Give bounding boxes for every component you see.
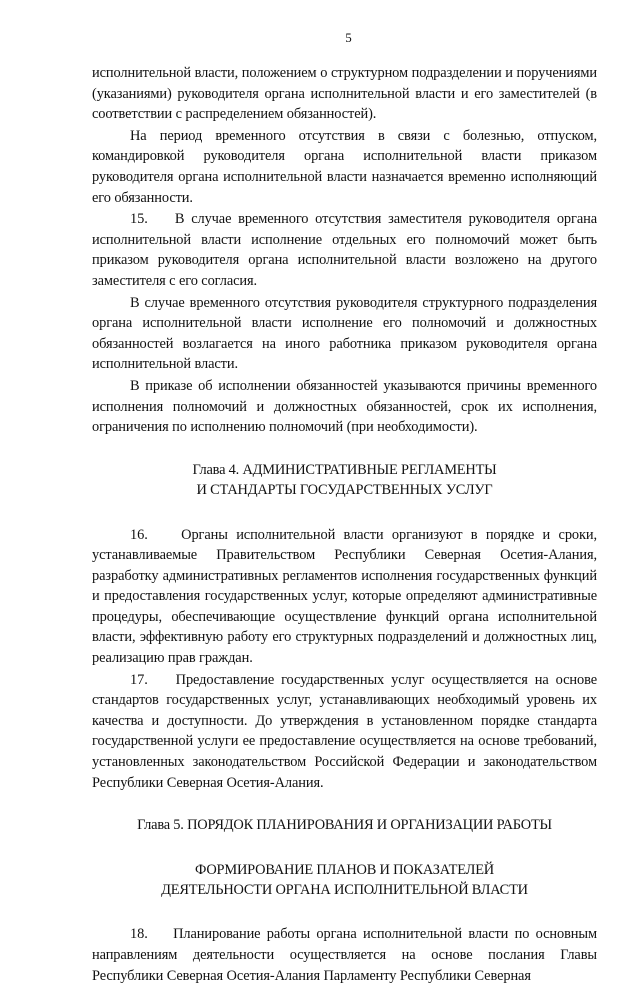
paragraph-16: 16. Органы исполнительной власти организуют в порядке и сроки, устанавливаемые Правительством Республики Северная Осетия-Алания, разработку административных регламентов исполнения государственных функций и предоставления государственных услуг, которые определяют административные процедуры, обеспечивающие осуществление функций органа исполнительной власти, эффективную работу его структурных подразделений и должностных лиц, реализацию прав граждан.: [92, 526, 597, 667]
chapter-5-heading: [92, 815, 597, 835]
chapter-4-heading-line-2: И СТАНДАРТЫ ГОСУДАРСТВЕННЫХ УСЛУГ: [196, 482, 493, 499]
chapter-4-heading: [92, 460, 597, 501]
chapter-5-heading-line-1: Глава 5. ПОРЯДОК ПЛАНИРОВАНИЯ И ОРГАНИЗАЦИИ РАБОТЫ: [137, 817, 552, 834]
paragraph-15: 15. В случае временного отсутствия заместителя руководителя органа исполнительной власти исполнение отдельных его полномочий может быть приказом руководителя органа исполнительной власти возложено на другого заместителя с его согласия.: [92, 211, 597, 289]
chapter-4-text-block: [92, 525, 597, 794]
paragraph-18: 18. Планирование работы органа исполнительной власти по основным направлениям деятельности осуществляется на основе послания Главы Республики Северная Осетия-Алания Парламенту Республики Северная: [92, 926, 597, 984]
chapter-5-text-block: [92, 924, 597, 986]
section-heading: [92, 860, 597, 901]
paragraph-order: В приказе об исполнении обязанностей указываются причины временного исполнения полномочий и должностных обязанностей, срок их исполнения, ограничения по исполнению полномочий (при необходимости).: [92, 377, 597, 436]
paragraph-acting-head: На период временного отсутствия в связи с болезнью, отпуском, командировкой руководителя органа исполнительной власти приказом руководителя органа исполнительной власти назначается временно исполняющий его обязанности.: [92, 127, 597, 206]
top-text-block: [92, 63, 597, 438]
chapter-4-heading-line-1: Глава 4. АДМИНИСТРАТИВНЫЕ РЕГЛАМЕНТЫ: [192, 461, 497, 478]
paragraph-structural-head: В случае временного отсутствия руководителя структурного подразделения органа исполнительной власти исполнение его полномочий и должностных обязанностей возлагается на иного работника приказом руководителя органа исполнительной власти.: [92, 294, 597, 373]
document-page: [92, 30, 597, 987]
section-heading-line-2: ДЕЯТЕЛЬНОСТИ ОРГАНА ИСПОЛНИТЕЛЬНОЙ ВЛАСТИ: [161, 882, 528, 899]
page-number: 5: [345, 30, 352, 45]
paragraph-continuation: исполнительной власти, положением о структурном подразделении и поручениями (указаниями) руководителя органа исполнительной власти и его заместителей (в соответствии с распределением обязанностей).: [92, 65, 597, 123]
section-heading-line-1: ФОРМИРОВАНИЕ ПЛАНОВ И ПОКАЗАТЕЛЕЙ: [195, 861, 494, 878]
paragraph-17: 17. Предоставление государственных услуг осуществляется на основе стандартов государственных услуг, устанавливающих необходимый уровень их качества и доступности. До утверждения в установленном порядке стандарта государственной услуги ее предоставление осуществляется на основе требований, установленных законодательством Российской Федерации и законодательством Республики Северная Осетия-Алания.: [92, 671, 597, 791]
